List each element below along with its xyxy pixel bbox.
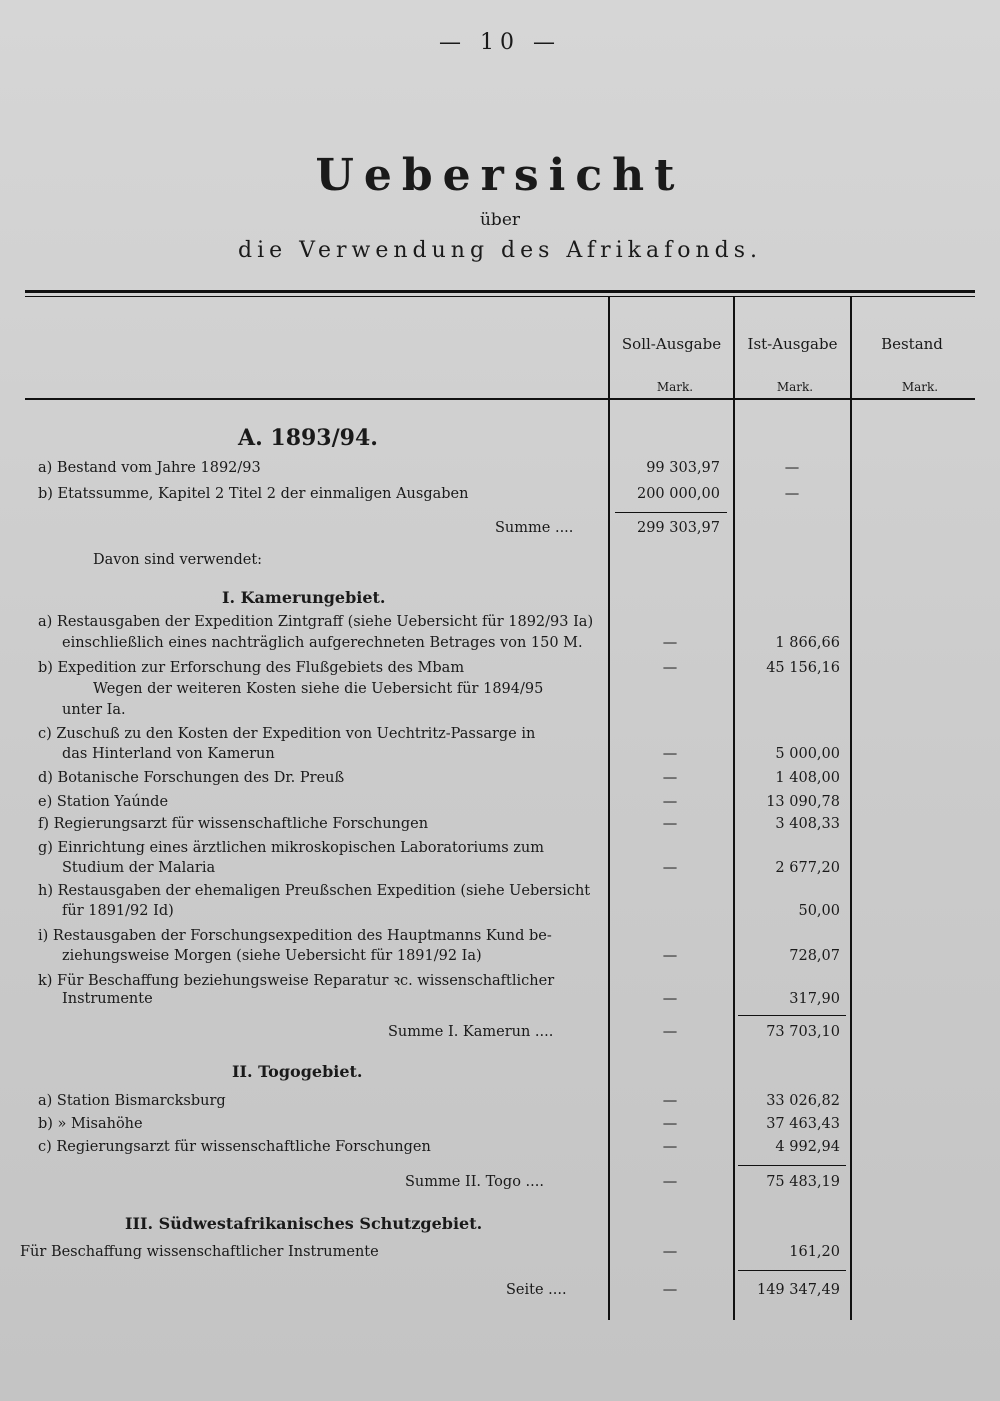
row-soll-value: —: [662, 794, 678, 810]
row-ist-value: 45 156,16: [766, 660, 840, 676]
row-label: i) Restausgaben der Forschungsexpedition des Hauptmanns Kund be-: [38, 928, 552, 944]
row-soll-value: —: [662, 1116, 678, 1132]
row-ist-value: —: [784, 460, 800, 476]
summe-togo-ist: 75 483,19: [766, 1174, 840, 1190]
row-label: unter Ia.: [62, 702, 126, 718]
summe-intro-label: Summe ....: [495, 520, 574, 536]
row-label: f) Regierungsarzt für wissenschaftliche Forschungen: [38, 816, 429, 832]
row-ist-value: 4 992,94: [775, 1139, 840, 1155]
column-header-ist: Ist-Ausgabe: [747, 335, 838, 353]
row-label: k) Für Beschaffung beziehungsweise Reparatur ꝛc. wissenschaftlicher: [38, 973, 555, 989]
kamerun-heading: I. Kamerungebiet.: [222, 588, 386, 607]
row-ist-value: 317,90: [789, 991, 840, 1007]
row-label: Für Beschaffung wissenschaftlicher Instrumente: [20, 1244, 379, 1260]
row-label: für 1891/92 Id): [62, 903, 174, 919]
row-label: einschließlich eines nachträglich aufgerechneten Betrages von 150 M.: [62, 635, 583, 651]
seite-soll: —: [662, 1282, 678, 1298]
row-soll-value: —: [662, 860, 678, 876]
suedwest-heading: III. Südwestafrikanisches Schutzgebiet.: [125, 1214, 483, 1233]
row-ist-value: 1 408,00: [775, 770, 840, 786]
row-ist-value: 50,00: [798, 903, 840, 919]
row-soll-value: —: [662, 746, 678, 762]
unit-soll: Mark.: [656, 380, 694, 394]
row-soll-value: —: [662, 991, 678, 1007]
row-ist-value: 728,07: [789, 948, 840, 964]
row-soll-value: —: [662, 1139, 678, 1155]
unit-ist: Mark.: [776, 380, 814, 394]
column-header-rule: [25, 398, 975, 400]
row-soll-value: —: [662, 635, 678, 651]
summe-kamerun-ist: 73 703,10: [766, 1024, 840, 1040]
row-label: b) » Misahöhe: [38, 1116, 143, 1132]
row-label: e) Station Yaúnde: [38, 794, 169, 810]
unit-bestand: Mark.: [901, 380, 939, 394]
page-number: — 10 —: [439, 30, 561, 55]
row-soll-value: 200 000,00: [636, 486, 720, 502]
row-ist-value: 33 026,82: [766, 1093, 840, 1109]
row-label: h) Restausgaben der ehemaligen Preußschen Expedition (siehe Uebersicht: [38, 883, 591, 899]
row-label: Wegen der weiteren Kosten siehe die Uebersicht für 1894/95: [93, 681, 544, 697]
section-a-heading: A. 1893/94.: [238, 425, 378, 451]
sum-rule: [615, 512, 727, 513]
row-ist-value: 37 463,43: [766, 1116, 840, 1132]
seite-label: Seite ....: [506, 1282, 567, 1298]
row-label: b) Expedition zur Erforschung des Flußgebiets des Mbam: [38, 660, 465, 676]
row-ist-value: 5 000,00: [775, 746, 840, 762]
row-soll-value: —: [662, 948, 678, 964]
row-ist-value: 161,20: [789, 1244, 840, 1260]
row-ist-value: 13 090,78: [766, 794, 840, 810]
row-label: c) Zuschuß zu den Kosten der Expedition von Uechtritz-Passarge in: [38, 726, 536, 742]
row-label: Studium der Malaria: [62, 860, 216, 876]
sum-rule: [738, 1015, 846, 1016]
row-label: g) Einrichtung eines ärztlichen mikroskopischen Laboratoriums zum: [38, 840, 545, 856]
header-rule-thick: [25, 290, 975, 293]
row-ist-value: —: [784, 486, 800, 502]
column-divider-bestand: [850, 297, 852, 1320]
row-label: ziehungsweise Morgen (siehe Uebersicht für 1891/92 Ia): [62, 948, 482, 964]
summe-kamerun-soll: —: [662, 1024, 678, 1040]
column-divider-soll: [608, 297, 610, 1320]
row-ist-value: 1 866,66: [775, 635, 840, 651]
row-label: b) Etatssumme, Kapitel 2 Titel 2 der einmaligen Ausgaben: [38, 486, 469, 502]
row-label: das Hinterland von Kamerun: [62, 746, 275, 762]
subtitle-afrikafonds: die Verwendung des Afrikafonds.: [237, 238, 762, 263]
summe-intro-value: 299 303,97: [636, 520, 720, 536]
summe-kamerun-label: Summe I. Kamerun ....: [388, 1024, 554, 1040]
row-soll-value: —: [662, 660, 678, 676]
davon-text: Davon sind verwendet:: [93, 552, 263, 568]
sum-rule: [738, 1270, 846, 1271]
row-soll-value: —: [662, 770, 678, 786]
row-label: a) Restausgaben der Expedition Zintgraff (siehe Uebersicht für 1892/93 Ia): [38, 614, 594, 630]
row-soll-value: 99 303,97: [646, 460, 720, 476]
row-ist-value: 3 408,33: [775, 816, 840, 832]
row-label: d) Botanische Forschungen des Dr. Preuß: [38, 770, 345, 786]
page-title: Uebersicht: [315, 150, 685, 201]
row-label: Instrumente: [62, 991, 153, 1007]
sum-rule: [738, 1165, 846, 1166]
column-header-soll: Soll-Ausgabe: [621, 335, 722, 353]
summe-togo-label: Summe II. Togo ....: [405, 1174, 544, 1190]
row-label: a) Station Bismarcksburg: [38, 1093, 226, 1109]
column-header-bestand: Bestand: [881, 335, 943, 353]
row-soll-value: —: [662, 1244, 678, 1260]
header-rule-thin: [25, 296, 975, 297]
togo-heading: II. Togogebiet.: [232, 1062, 363, 1081]
summe-togo-soll: —: [662, 1174, 678, 1190]
row-soll-value: —: [662, 1093, 678, 1109]
row-label: a) Bestand vom Jahre 1892/93: [38, 460, 261, 476]
row-label: c) Regierungsarzt für wissenschaftliche Forschungen: [38, 1139, 431, 1155]
seite-ist: 149 347,49: [756, 1282, 840, 1298]
row-ist-value: 2 677,20: [775, 860, 840, 876]
row-soll-value: —: [662, 816, 678, 832]
subtitle-ueber: über: [479, 210, 521, 230]
